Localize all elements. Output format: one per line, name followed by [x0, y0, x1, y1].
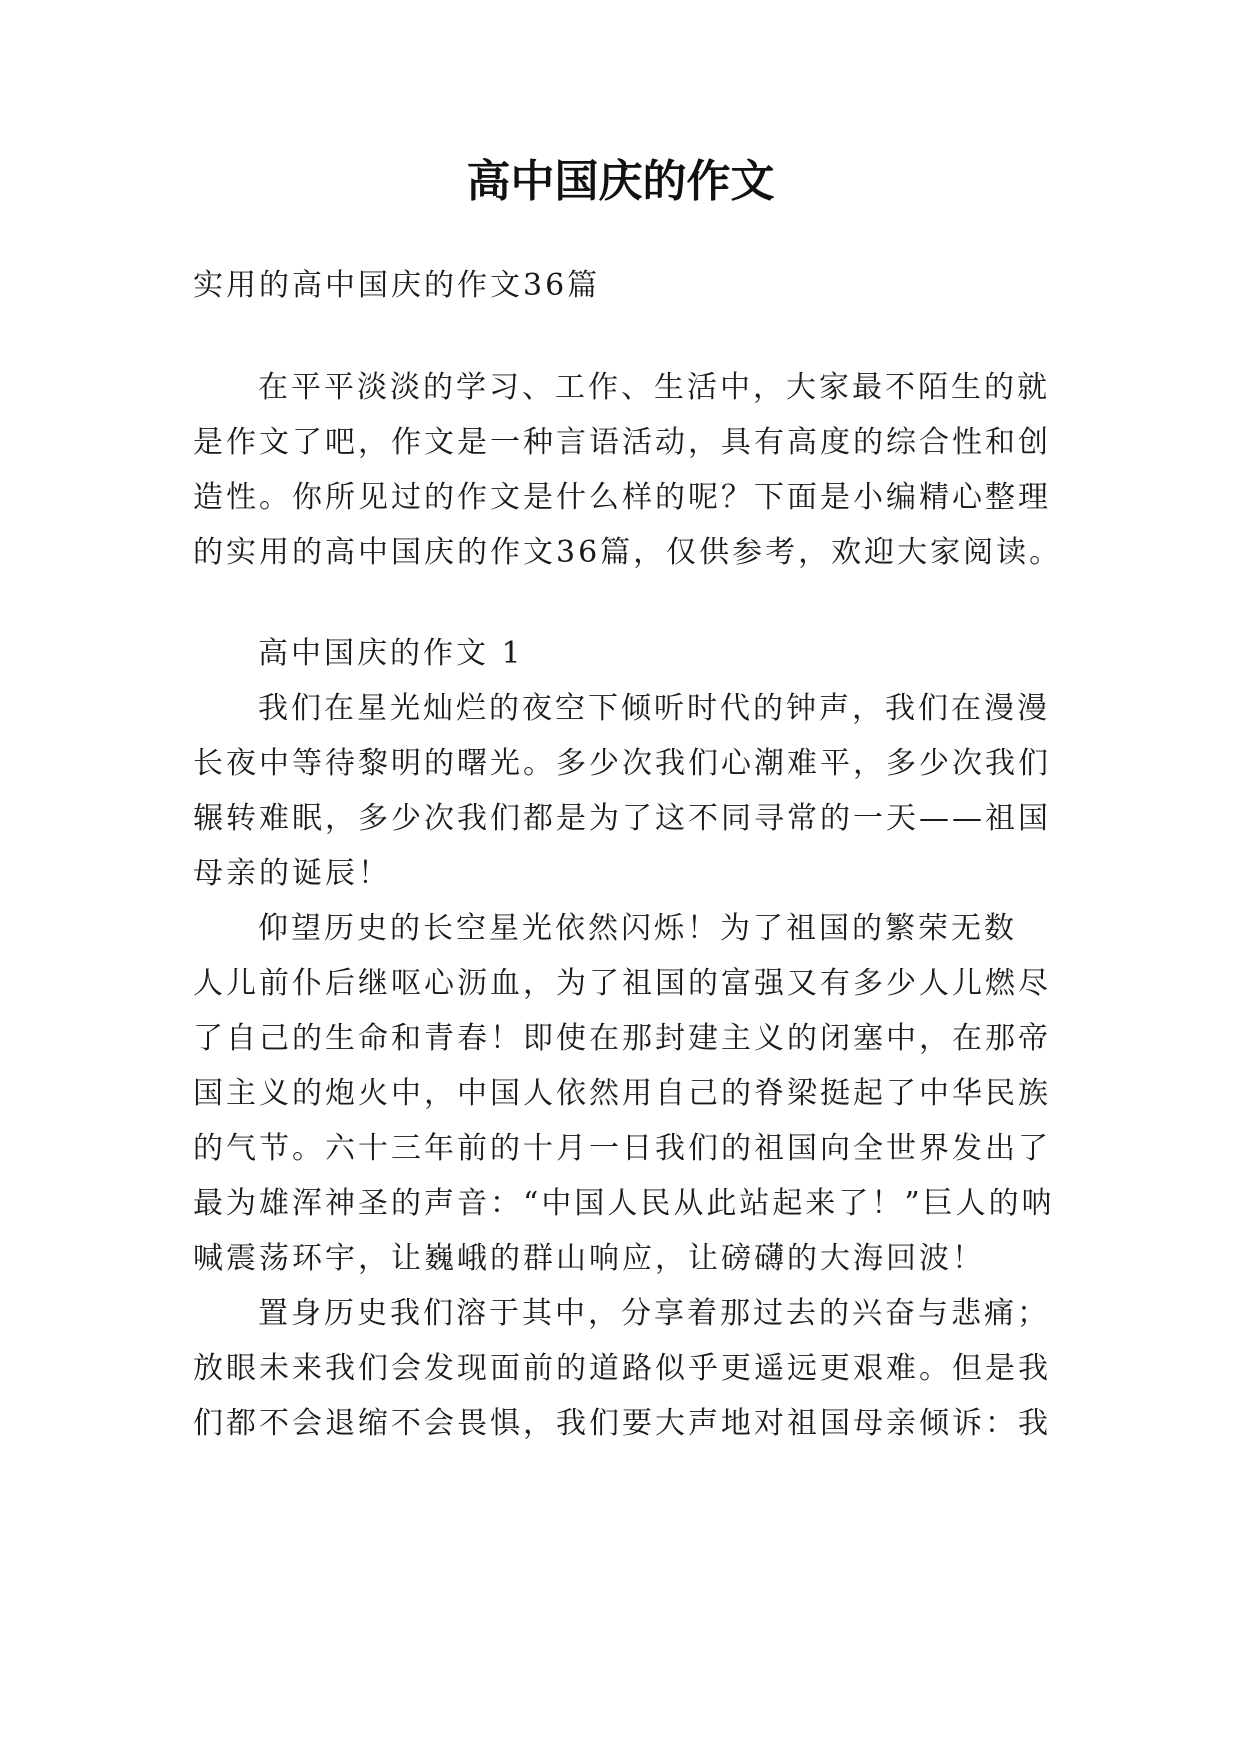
intro-line: 造性。你所见过的作文是什么样的呢？下面是小编精心整理 — [193, 480, 1051, 515]
paragraph2-line: 仰望历史的长空星光依然闪烁！为了祖国的繁荣无数 — [258, 911, 1017, 946]
paragraph3-line: 放眼未来我们会发现面前的道路似乎更遥远更艰难。但是我 — [193, 1351, 1051, 1386]
paragraph2-line: 了自己的生命和青春！即使在那封建主义的闭塞中，在那帝 — [193, 1021, 1051, 1056]
intro-line: 的实用的高中国庆的作文36篇，仅供参考，欢迎大家阅读。 — [193, 535, 1063, 570]
paragraph1-line: 母亲的诞辰！ — [193, 856, 391, 891]
essay-heading: 高中国庆的作文 1 — [258, 636, 524, 671]
paragraph2-line: 国主义的炮火中，中国人依然用自己的脊梁挺起了中华民族 — [193, 1076, 1051, 1111]
intro-line: 是作文了吧，作文是一种言语活动，具有高度的综合性和创 — [193, 425, 1051, 460]
document-subtitle: 实用的高中国庆的作文36篇 — [193, 268, 601, 303]
document-title: 高中国庆的作文 — [466, 156, 775, 207]
paragraph1-line: 辗转难眠，多少次我们都是为了这不同寻常的一天——祖国 — [193, 801, 1051, 836]
paragraph1-line: 我们在星光灿烂的夜空下倾听时代的钟声，我们在漫漫 — [258, 691, 1050, 726]
paragraph2-line: 的气节。六十三年前的十月一日我们的祖国向全世界发出了 — [193, 1131, 1051, 1166]
paragraph2-line: 喊震荡环宇，让巍峨的群山响应，让磅礴的大海回波！ — [193, 1241, 985, 1276]
intro-line: 在平平淡淡的学习、工作、生活中，大家最不陌生的就 — [258, 370, 1050, 405]
paragraph1-line: 长夜中等待黎明的曙光。多少次我们心潮难平，多少次我们 — [193, 746, 1051, 781]
paragraph3-line: 置身历史我们溶于其中，分享着那过去的兴奋与悲痛； — [258, 1296, 1050, 1331]
paragraph2-line: 人儿前仆后继呕心沥血，为了祖国的富强又有多少人儿燃尽 — [193, 966, 1051, 1001]
paragraph3-line: 们都不会退缩不会畏惧，我们要大声地对祖国母亲倾诉：我 — [193, 1406, 1051, 1441]
paragraph2-line: 最为雄浑神圣的声音：“中国人民从此站起来了！”巨人的呐 — [193, 1186, 1055, 1221]
